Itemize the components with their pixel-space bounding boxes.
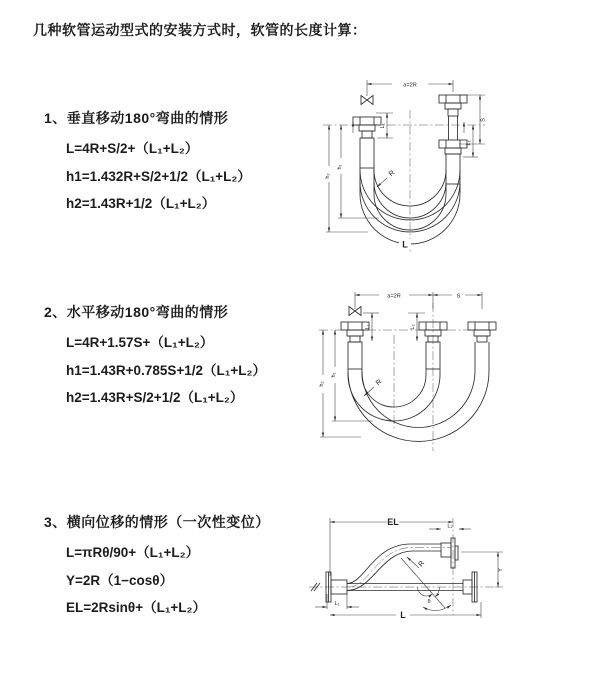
dim-label-length: L bbox=[402, 239, 408, 250]
formula-L: L=πRθ/90+（L₁+L₂） bbox=[66, 545, 200, 560]
dim-label-l1: L₁ bbox=[334, 601, 340, 607]
right-fitting-lower bbox=[439, 140, 467, 154]
section-1-heading: 1、垂直移动180°弯曲的情形 bbox=[44, 110, 229, 126]
right-fitting-upper bbox=[439, 95, 467, 140]
upper-flange bbox=[441, 538, 458, 568]
section-1-formulas bbox=[44, 135, 251, 218]
dim-label-l1: L₁ bbox=[380, 123, 386, 129]
page-title: 几种软管运动型式的安装方式时，软管的长度计算： bbox=[33, 22, 367, 38]
formula-L: L=4R+1.57S+（L₁+L₂） bbox=[66, 335, 214, 350]
braided-hose-left bbox=[348, 342, 362, 369]
section-3 bbox=[44, 512, 270, 622]
horizontal-180-bend-drawing bbox=[313, 283, 498, 455]
centerlines bbox=[319, 303, 493, 451]
section-3-formulas bbox=[44, 539, 270, 622]
dim-label-stroke: S bbox=[456, 293, 461, 300]
section-1 bbox=[44, 108, 251, 218]
vertical-180-bend-drawing bbox=[313, 70, 493, 255]
dim-label-radius: R bbox=[387, 169, 397, 179]
diagram-vertical-180-bend bbox=[313, 70, 493, 255]
dim-label-length: L bbox=[400, 610, 406, 620]
braided-hose-left bbox=[360, 138, 374, 168]
right-fitting bbox=[468, 322, 496, 342]
formula-h2: h2=1.43R+1/2（L₁+L₂） bbox=[66, 196, 216, 211]
formula-EL: EL=2Rsinθ+（L₁+L₂） bbox=[66, 600, 207, 615]
dimensions bbox=[319, 292, 482, 437]
dim-label-l1: L₁ bbox=[365, 324, 371, 330]
dim-label-radius: R bbox=[417, 559, 427, 569]
braided-hose-right bbox=[446, 154, 460, 184]
dimensions bbox=[315, 517, 504, 620]
section-2 bbox=[44, 302, 266, 412]
lateral-displacement-drawing bbox=[303, 488, 510, 633]
dim-label-y: Y bbox=[498, 568, 504, 572]
diagram-lateral-displacement bbox=[303, 488, 510, 633]
dim-label-l2: L₂ bbox=[447, 523, 453, 530]
dim-label-h1: h₁ bbox=[331, 372, 337, 378]
dim-label-h2: h₂ bbox=[325, 173, 331, 179]
formula-h2: h2=1.43R+S/2+1/2（L₁+L₂） bbox=[66, 390, 244, 405]
dim-label-el: EL bbox=[387, 517, 399, 527]
formula-h1: h1=1.43R+0.785S+1/2（L₁+L₂） bbox=[66, 362, 266, 378]
section-2-formulas bbox=[44, 329, 266, 412]
left-fitting bbox=[353, 117, 381, 138]
dim-label-theta: θ bbox=[427, 599, 431, 605]
formula-L: L=4R+S/2+（L₁+L₂） bbox=[66, 141, 199, 156]
dim-label-stroke: S bbox=[480, 118, 487, 122]
valve-icon bbox=[361, 96, 373, 105]
dim-label-l2: L₂ bbox=[466, 140, 472, 146]
section-2-heading: 2、水平移动180°弯曲的情形 bbox=[44, 304, 229, 320]
dim-label-span: a=2R bbox=[387, 293, 401, 300]
dim-label-h1: h₁ bbox=[337, 164, 343, 170]
formula-h1: h1=1.432R+S/2+1/2（L₁+L₂） bbox=[66, 168, 251, 184]
dim-label-span: a=2R bbox=[403, 82, 417, 89]
dim-label-radius: R bbox=[374, 378, 384, 388]
centerlines bbox=[323, 110, 485, 252]
formula-Y: Y=2R（1−cosθ） bbox=[66, 572, 174, 588]
dim-label-l2: L₂ bbox=[410, 324, 416, 330]
section-3-heading: 3、横向位移的情形（一次性变位） bbox=[44, 514, 270, 530]
diagram-horizontal-180-bend bbox=[313, 283, 498, 455]
dim-label-h2: h₂ bbox=[319, 381, 325, 387]
